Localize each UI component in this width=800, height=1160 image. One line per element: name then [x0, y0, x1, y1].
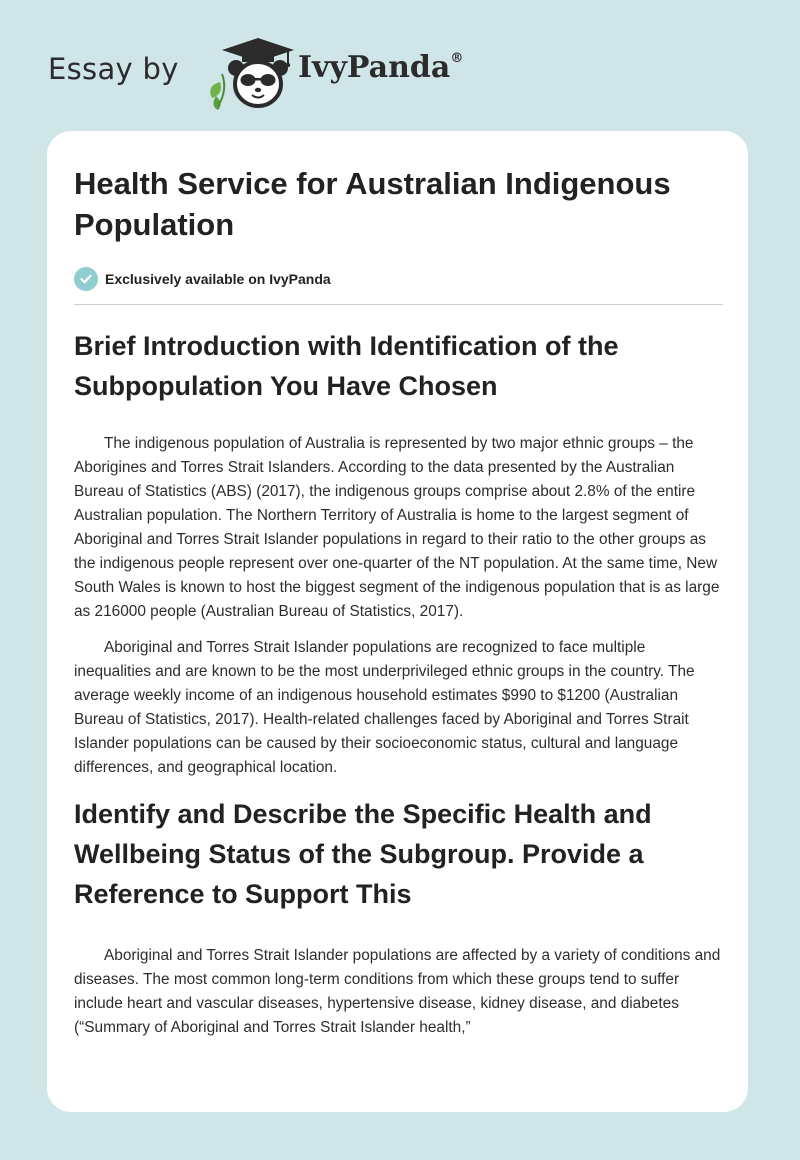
panda-graduate-icon	[200, 34, 300, 110]
essay-content	[74, 131, 723, 1040]
exclusive-badge	[74, 266, 723, 292]
section-paragraph: The indigenous population of Australia is represented by two major ethnic groups – the Aborigines and Torres Strait Islanders. According to the data presented by the Australian Bureau of Statistics (ABS) (2017), the indigenous groups comprise about 2.8% of the entire Australian population. The Northern Territory of Australia is home to the largest segment of Aboriginal and Torres Strait Islander populations in regard to their ratio to the other groups as the indigenous people represent over one-quarter of the NT population. At the same time, New South Wales is known to host the biggest segment of the indigenous population that is as large as 216000 people (Australian Bureau of Statistics, 2017).	[74, 435, 720, 620]
registered-mark: ®	[450, 51, 464, 66]
essay-card	[47, 131, 748, 1112]
section-heading: Identify and Describe the Specific Health and Wellbeing Status of the Subgroup. Provide a Reference to Support This	[74, 799, 652, 909]
brand-prefix: Essay by	[48, 52, 179, 86]
section-paragraph: Aboriginal and Torres Strait Islander populations are affected by a variety of conditions and diseases. The most common long-term conditions from which these groups tend to suffer include heart and vascular diseases, hypertensive disease, kidney disease, and diabetes (“Summary of Aboriginal and Torres Strait Islander health,”	[74, 947, 721, 1036]
brand-name: IvyPanda®	[298, 50, 464, 85]
section-heading: Brief Introduction with Identification of the Subpopulation You Have Chosen	[74, 331, 619, 401]
page-title: Health Service for Australian Indigenous Population	[74, 166, 671, 242]
divider	[74, 304, 723, 305]
exclusive-label: Exclusively available on IvyPanda	[105, 271, 331, 287]
check-icon	[74, 267, 98, 291]
section-paragraph: Aboriginal and Torres Strait Islander populations are recognized to face multiple inequalities and are known to be the most underprivileged ethnic groups in the country. The average weekly income of an indigenous household estimates $990 to $1200 (Australian Bureau of Statistics, 2017). Health-related challenges faced by Aboriginal and Torres Strait Islander populations can be caused by their socioeconomic status, cultural and language differences, and geographical location.	[74, 639, 695, 776]
brand-header[interactable]	[48, 34, 508, 110]
